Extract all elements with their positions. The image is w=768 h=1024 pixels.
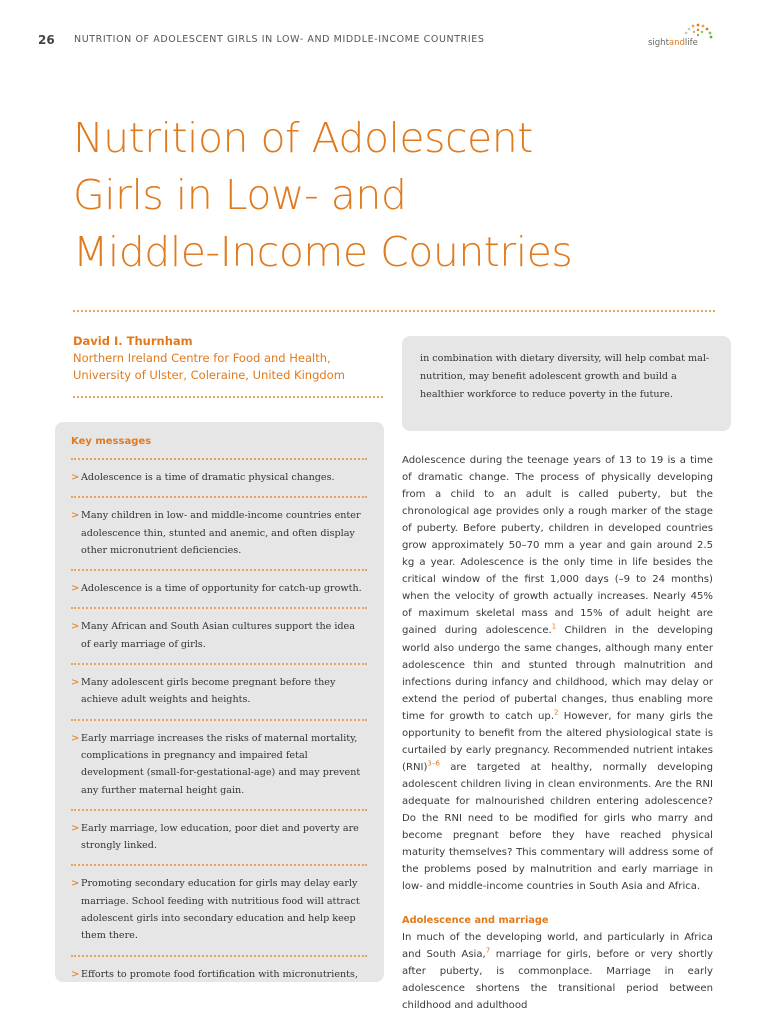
running-head: NUTRITION OF ADOLESCENT GIRLS IN LOW- AND MIDDLE-INCOME COUNTRIES bbox=[74, 34, 485, 45]
key-messages-box bbox=[55, 422, 384, 982]
key-messages-list bbox=[71, 458, 367, 993]
bullet-arrow-icon: > bbox=[71, 472, 80, 483]
key-message-item bbox=[71, 663, 367, 719]
key-messages-title: Key messages bbox=[71, 436, 152, 447]
key-message-item bbox=[71, 496, 367, 569]
author-name: David I. Thurnham bbox=[73, 334, 193, 348]
bullet-arrow-icon: > bbox=[71, 677, 80, 689]
title-line: Middle-Income Countries bbox=[73, 228, 573, 276]
bullet-arrow-icon: > bbox=[71, 822, 80, 834]
key-message-text: Promoting secondary education for girls may delay early marriage. School feeding with nutritious food will attract adolescent girls into secondary education and help keep them there. bbox=[81, 878, 360, 942]
logo-wordmark: sightandlife bbox=[648, 38, 698, 48]
body-text-column bbox=[402, 452, 713, 1015]
key-message-item bbox=[71, 458, 367, 496]
reference-marker: 2 bbox=[554, 708, 559, 717]
bullet-arrow-icon: > bbox=[71, 621, 80, 633]
key-message-item bbox=[71, 607, 367, 663]
key-message-item bbox=[71, 569, 367, 607]
article-title bbox=[73, 110, 572, 281]
key-message-text: Many children in low- and middle-income countries enter adolescence thin, stunted and anemic, and often display other micronutrient deficiencies. bbox=[81, 510, 361, 556]
key-message-text: Many African and South Asian cultures support the idea of early marriage of girls. bbox=[81, 621, 355, 650]
author-affiliation: Northern Ireland Centre for Food and Health, bbox=[73, 351, 331, 365]
bullet-arrow-icon: > bbox=[71, 583, 80, 595]
body-paragraph: In much of the developing world, and particularly in Africa and South Asia,$^7$ marriage for girls, before or very shortly after puberty, is commonplace. Marriage in early adolescence shortens the transitional period between childhood and adulthood bbox=[402, 932, 713, 1012]
body-paragraph: Adolescence during the teenage years of 13 to 19 is a time of dramatic change. The process of physically developing from a child to an adult is called puberty, but the chronological age provides only a rough marker of the stage of puberty. Before puberty, children in developed countries grow approximately 50–70 mm a year and gain around 2.5 kg a year. Adolescence is the only time in life besides the critical window of the first 1,000 days (–9 to 24 months) when the velocity of growth actually increases. Nearly 45% of maximum skeletal mass and 15% of adult height are gained during adolescence.$^1$ Children in the developing world also undergo the same changes, although many enter adolescence thin and stunted through malnutrition and infections during infancy and childhood, which may delay or extend the period of pubertal changes, thus enabling more time for growth to catch up.$^2$ However, for many girls the opportunity to benefit from the altered physiological state is curtailed by early pregnancy. Recommended nutrient intakes (RNI)$^{3-6}$ are targeted at healthy, normally developing adolescent children living in clean environments. Are the RNI adequate for malnourished children entering adolescence? Do the RNI need to be modified for girls who marry and become pregnant before they have reached physical maturity themselves? This commentary will address some of the problems posed by malnutrition and early marriage in low- and middle-income countries in South Asia and Africa. bbox=[402, 455, 713, 893]
key-message-text: Early marriage, low education, poor diet and poverty are strongly linked. bbox=[81, 822, 359, 852]
key-message-text: Early marriage increases the risks of maternal mortality, complications in pregnancy and impaired fetal development (small-for-gestational-age) and may prevent any further maternal height gain. bbox=[81, 732, 361, 796]
sightandlife-logo bbox=[648, 22, 718, 54]
key-message-text: Many adolescent girls become pregnant before they achieve adult weights and heights. bbox=[81, 677, 336, 706]
key-message-text: Adolescence is a time of dramatic physical changes. bbox=[81, 472, 335, 483]
dotted-divider bbox=[73, 396, 383, 398]
author-affiliation: University of Ulster, Coleraine, United Kingdom bbox=[73, 368, 345, 382]
key-message-text: Adolescence is a time of opportunity for catch-up growth. bbox=[81, 583, 362, 595]
bullet-arrow-icon: > bbox=[71, 878, 80, 890]
key-message-text: Efforts to promote food fortification with micronutrients, bbox=[81, 968, 359, 980]
key-message-item bbox=[71, 809, 367, 865]
section-heading: Adolescence and marriage bbox=[402, 915, 549, 927]
key-messages-continued-box bbox=[402, 336, 731, 431]
key-message-item bbox=[71, 955, 367, 993]
reference-marker: 3–6 bbox=[427, 759, 440, 768]
title-line: Nutrition of Adolescent bbox=[73, 114, 533, 162]
title-line: Girls in Low- and bbox=[73, 171, 407, 219]
dotted-divider bbox=[73, 310, 715, 312]
reference-marker: 7 bbox=[485, 946, 491, 955]
key-message-item bbox=[71, 864, 367, 954]
continued-text: in combination with dietary diversity, will help combat mal-nutrition, may benefit adolescent growth and build a healthier workforce to reduce poverty in the future. bbox=[420, 353, 710, 400]
bullet-arrow-icon: > bbox=[71, 510, 80, 522]
author-block bbox=[73, 333, 345, 384]
bullet-arrow-icon: > bbox=[71, 968, 80, 980]
page-number: 26 bbox=[38, 33, 55, 47]
bullet-arrow-icon: > bbox=[71, 732, 80, 744]
key-message-item bbox=[71, 719, 367, 809]
reference-marker: 1 bbox=[551, 623, 557, 632]
